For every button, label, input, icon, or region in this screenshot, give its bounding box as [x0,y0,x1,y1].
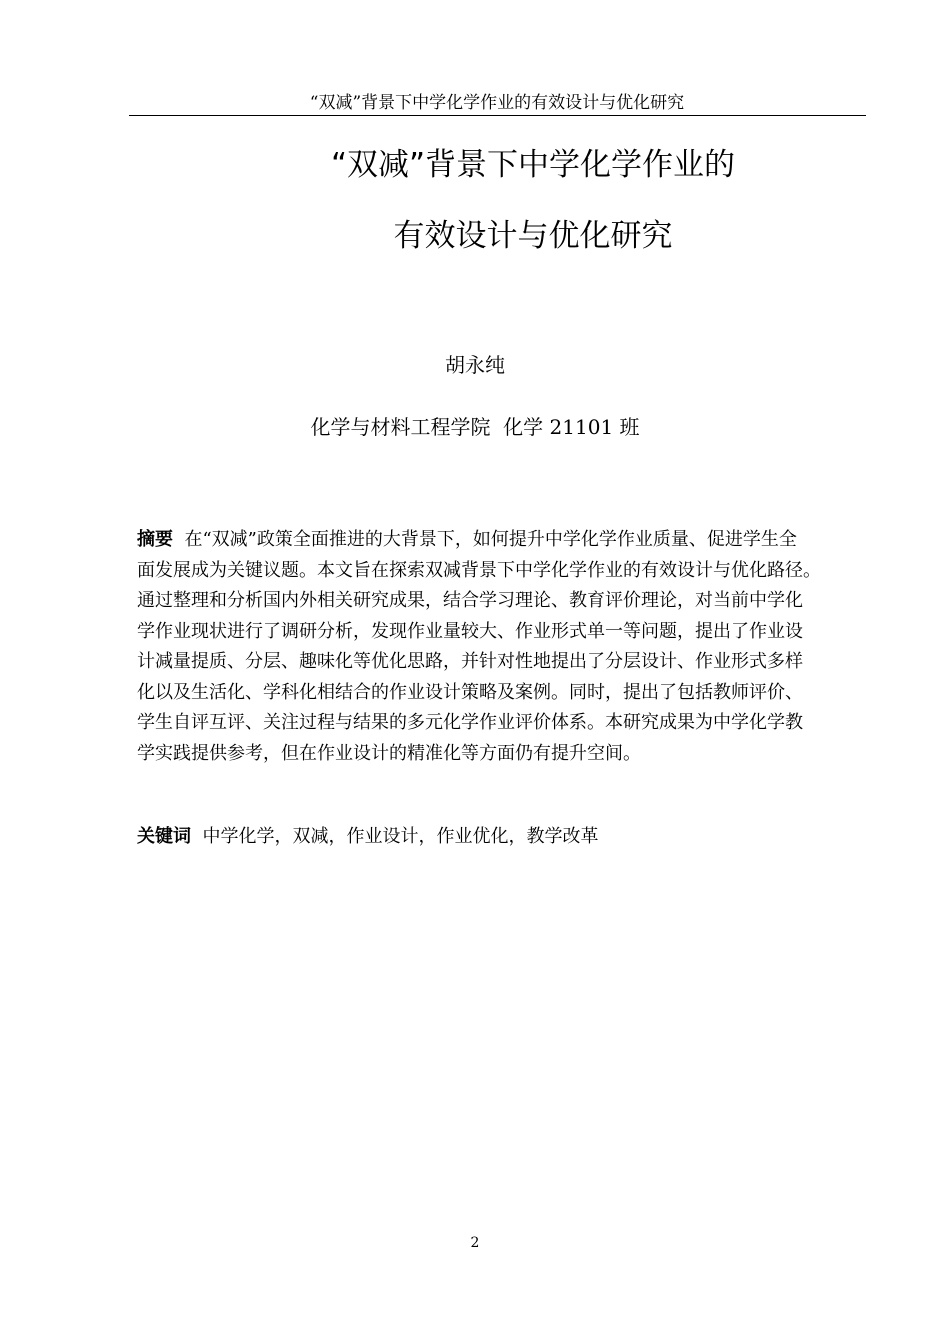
keywords-label: 关键词 [137,826,191,847]
abstract [137,525,865,769]
keywords-text: 中学化学，双减，作业设计，作业优化，教学改革 [202,826,599,847]
author-name: 胡永纯 [445,353,505,377]
abstract-line-5: 计减量提质、分层、趣味化等优化思路，并针对性地提出了分层设计、作业形式多样 [137,651,803,672]
abstract-line-2: 面发展成为关键议题。本文旨在探索双减背景下中学化学作业的有效设计与优化路径。 [137,559,821,581]
author-affiliation: 化学与材料工程学院 化学 21101 班 [310,415,640,439]
abstract-line-6: 化以及生活化、学科化相结合的作业设计策略及案例。同时，提出了包括教师评价、 [137,681,803,703]
header-rule [129,115,866,116]
paper-title-line-2: 有效设计与优化研究 [393,218,673,254]
abstract-text-1: 在“双减”政策全面推进的大背景下，如何提升中学化学作业质量、促进学生全 [184,529,797,550]
keywords [137,822,865,852]
abstract-line-1 [137,525,865,556]
page-number: 2 [470,1235,480,1251]
paper-title-line-1: “双减”背景下中学化学作业的 [330,147,736,183]
running-header: “双减”背景下中学化学作业的有效设计与优化研究 [309,93,685,113]
abstract-label: 摘要 [137,529,173,550]
abstract-line-7: 学生自评互评、关注过程与结果的多元化学作业评价体系。本研究成果为中学化学教 [137,712,803,733]
abstract-line-8: 学实践提供参考，但在作业设计的精准化等方面仍有提升空间。 [137,742,641,764]
abstract-line-3: 通过整理和分析国内外相关研究成果，结合学习理论、教育评价理论，对当前中学化 [137,590,803,611]
abstract-line-4: 学作业现状进行了调研分析，发现作业量较大、作业形式单一等问题，提出了作业设 [137,620,803,642]
